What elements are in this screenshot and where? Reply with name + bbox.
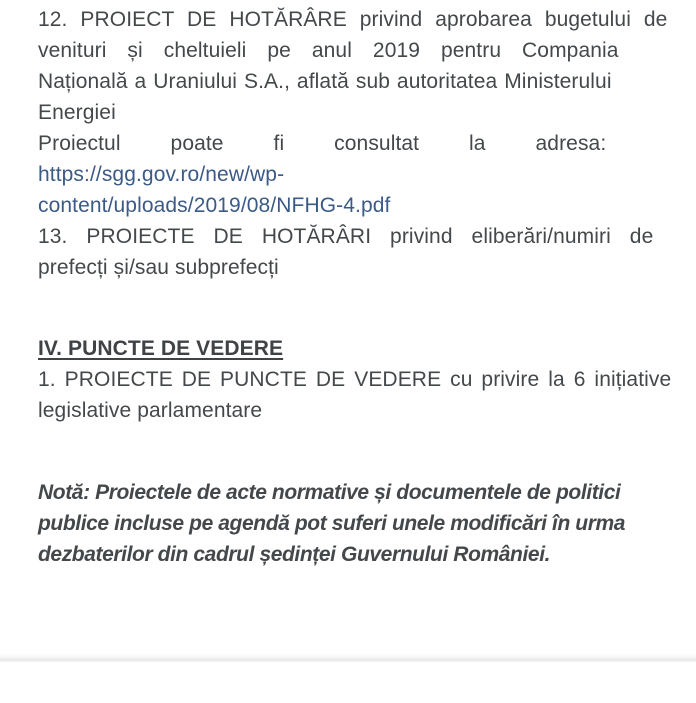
spacer: [38, 283, 658, 333]
item-12-line-2: venituri și cheltuieli pe anul 2019 pentru Compania: [38, 39, 619, 62]
document-link-line-1[interactable]: https://sgg.gov.ro/new/wp-: [38, 163, 285, 186]
section-heading-puncte-de-vedere: IV. PUNCTE DE VEDERE: [38, 337, 284, 360]
item-iv-1-line-2: legislative parlamentare: [38, 399, 263, 422]
item-13-line-1: 13. PROIECTE DE HOTĂRÂRI privind eliberări/numiri de: [38, 225, 654, 248]
item-12-line-4: Energiei: [38, 101, 116, 124]
spacer: [38, 426, 658, 477]
item-13-line-2: prefecți și/sau subprefecți: [38, 256, 279, 279]
item-12-line-3: Națională a Uraniului S.A., aflată sub autoritatea Ministerului: [38, 70, 612, 93]
document-link-line-2[interactable]: content/uploads/2019/08/NFHG-4.pdf: [38, 194, 391, 217]
note-line-3: dezbaterilor din cadrul ședinței Guvernului României.: [38, 543, 551, 566]
spacer: [0, 570, 696, 654]
note-line-1: Notă: Proiectele de acte normative și documentele de politici: [38, 481, 621, 504]
note-line-2: publice incluse pe agendă pot suferi unele modificări în urma: [38, 512, 626, 535]
item-iv-1-line-1: 1. PROIECTE DE PUNCTE DE VEDERE cu privire la 6 inițiative: [38, 368, 672, 391]
item-12-line-1: 12. PROIECT DE HOTĂRÂRE privind aprobarea bugetului de: [38, 8, 668, 31]
link-intro-line: Proiectul poate fi consultat la adresa:: [38, 132, 607, 155]
page-bottom-separator: [0, 654, 696, 662]
